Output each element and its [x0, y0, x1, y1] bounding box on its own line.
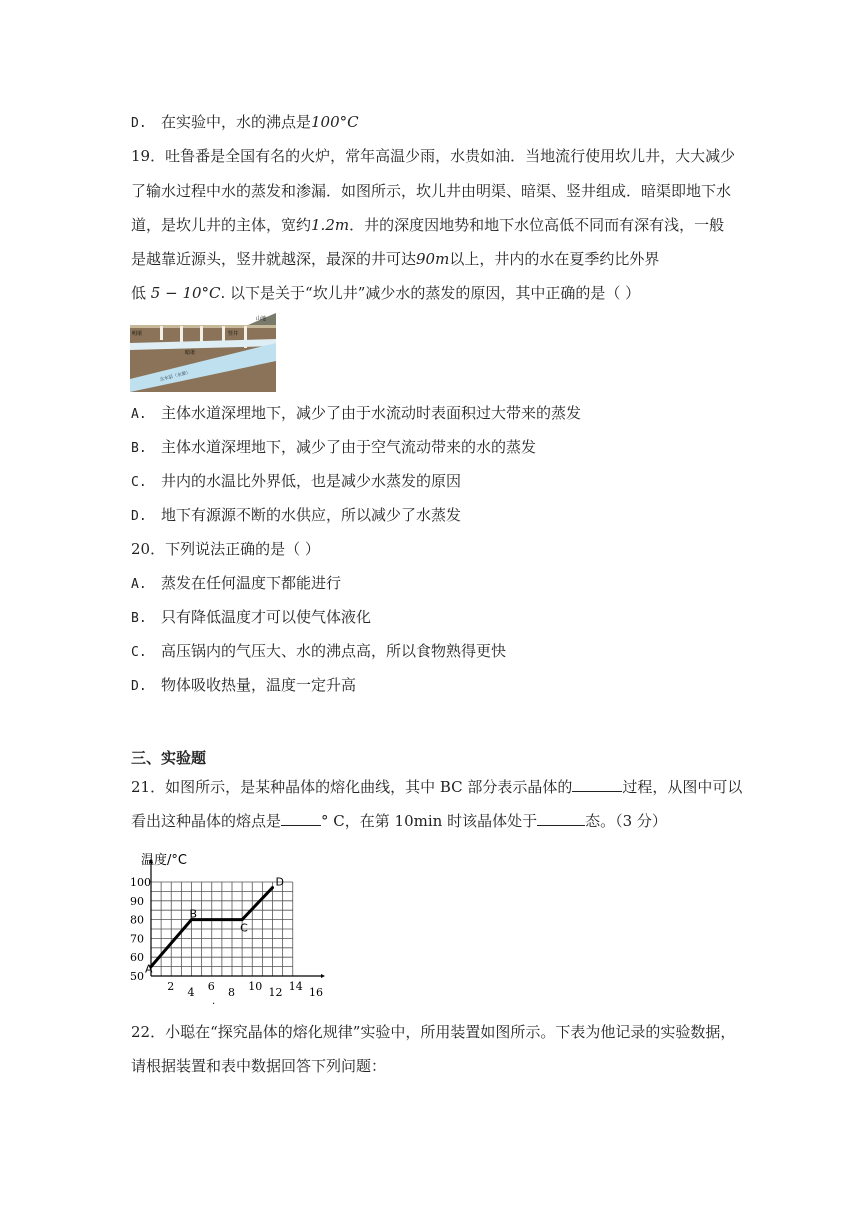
chart-ticks	[130, 876, 323, 999]
option-label: C.	[131, 475, 147, 490]
text: 过程，从图中可以	[622, 778, 743, 796]
y-tick-label: 60	[130, 951, 144, 965]
option-label: C.	[131, 645, 147, 660]
point-label: B	[189, 907, 198, 921]
option-label: D.	[131, 509, 147, 524]
label-hanshui: 含水层（水源）	[159, 370, 192, 383]
option-text: 主体水道深埋地下，减少了由于空气流动带来的水的蒸发	[161, 438, 537, 456]
option-label: D.	[131, 679, 147, 694]
x-tick-label: 16	[309, 986, 323, 999]
q21-line-2	[131, 811, 667, 831]
option-text: 蒸发在任何温度下都能进行	[161, 574, 342, 592]
q19-option-a	[131, 403, 581, 425]
q20-option-c	[131, 641, 506, 663]
chart-grid	[151, 882, 293, 976]
q19-line-1: 19．吐鲁番是全国有名的火炉，常年高温少雨，水贵如油．当地流行使用坎儿井，大大减少	[131, 147, 736, 165]
q19-option-d	[131, 505, 461, 527]
text: 看出这种晶体的熔点是	[131, 812, 282, 830]
label-shujing: 竖井	[228, 331, 239, 337]
q20-stem: 20．下列说法正确的是（ ）	[131, 540, 320, 558]
option-label: A.	[131, 407, 147, 422]
option-label: D.	[131, 116, 147, 131]
x-tick-label: 8	[228, 986, 235, 999]
q20-option-a	[131, 573, 341, 595]
option-text: 高压锅内的气压大、水的沸点高，所以食物熟得更快	[161, 642, 507, 660]
text: . 以下是关于“坎儿井”减少水的蒸发的原因，其中正确的是（ ）	[220, 284, 641, 302]
text: 21．如图所示，是某种晶体的熔化曲线，其中 BC 部分表示晶体的	[131, 778, 573, 796]
shaft	[180, 326, 183, 342]
data-point	[271, 886, 274, 889]
x-tick-label: 14	[288, 980, 303, 993]
x-tick-label: 2	[167, 980, 175, 993]
x-axis-arrow	[321, 974, 325, 978]
chart-series	[145, 876, 284, 976]
option-math: 100°C	[311, 113, 359, 131]
option-text: 井内的水温比外界低，也是减少水蒸发的原因	[161, 472, 462, 490]
section-heading: 三、实验题	[131, 749, 207, 767]
option-text: 主体水道深埋地下，减少了由于水流动时表面积过大带来的蒸发	[161, 404, 582, 422]
text: 以上，井内的水在夏季约比外界	[449, 250, 660, 268]
option-label: B.	[131, 611, 147, 626]
q18-option-d	[131, 112, 359, 134]
q22-line-1: 22．小聪在“探究晶体的熔化规律”实验中，所用装置如图所示。下表为他记录的实验数据，	[131, 1023, 736, 1041]
label-anqu: 暗渠	[185, 350, 196, 356]
y-axis-label: 温度/°C	[141, 853, 187, 868]
option-text: 只有降低温度才可以使气体液化	[161, 608, 372, 626]
q22-line-2: 请根据装置和表中数据回答下列问题：	[131, 1057, 387, 1075]
karez-diagram	[130, 313, 276, 392]
shaft	[160, 326, 163, 340]
point-label: C	[240, 921, 248, 935]
text: 低	[131, 284, 147, 302]
x-tick-label: 4	[187, 986, 195, 999]
x-tick-label: 10	[248, 980, 263, 993]
text: 道，是坎儿井的主体，宽约	[131, 216, 312, 234]
point-label: A	[145, 962, 153, 976]
q20-option-d	[131, 675, 356, 697]
option-text: 物体吸收热量，温度一定升高	[161, 676, 357, 694]
answer-blank[interactable]	[281, 811, 321, 826]
y-tick-label: 70	[130, 932, 144, 946]
option-text: 在实验中，水的沸点是	[161, 113, 312, 131]
text: 是越靠近源头，竖井就越深，最深的井可达	[131, 250, 417, 268]
label-shandi: 山地	[256, 316, 267, 322]
math: 1.2m	[311, 216, 350, 234]
x-tick-label: 12	[268, 986, 283, 999]
option-text: 地下有源源不断的水供应，所以减少了水蒸发	[161, 506, 462, 524]
math: 5 − 10°C	[150, 284, 221, 302]
text: ．井的深度因地势和地下水位高低不同而有深有浅，一般	[349, 216, 725, 234]
q19-option-c	[131, 471, 461, 493]
label-mingqu: 明渠	[132, 331, 143, 337]
answer-blank[interactable]	[572, 777, 622, 792]
q19-line-4	[131, 249, 659, 269]
stray-dot: .	[212, 996, 216, 1006]
q19-option-b	[131, 437, 536, 459]
x-tick-label: 6	[207, 980, 215, 993]
y-tick-label: 80	[130, 913, 144, 927]
chart-axes	[149, 858, 325, 978]
option-label: A.	[131, 577, 147, 592]
text: 态。（3 分）	[585, 812, 667, 830]
q20-option-b	[131, 607, 371, 629]
math: 90m	[416, 250, 450, 268]
melting-curve-chart	[130, 846, 340, 1006]
answer-blank[interactable]	[537, 811, 585, 826]
option-label: B.	[131, 441, 147, 456]
text: ° C，在第 10min 时该晶体处于	[321, 812, 538, 830]
y-tick-label: 50	[130, 970, 144, 983]
y-tick-label: 90	[130, 894, 144, 908]
point-label: D	[275, 875, 284, 889]
y-tick-label: 100	[130, 876, 151, 889]
q19-line-2: 了输水过程中水的蒸发和渗漏．如图所示，坎儿井由明渠、暗渠、竖井组成．暗渠即地下水	[131, 182, 732, 200]
q21-line-1	[131, 777, 742, 797]
q19-line-3	[131, 215, 724, 235]
q19-line-5	[131, 283, 640, 303]
